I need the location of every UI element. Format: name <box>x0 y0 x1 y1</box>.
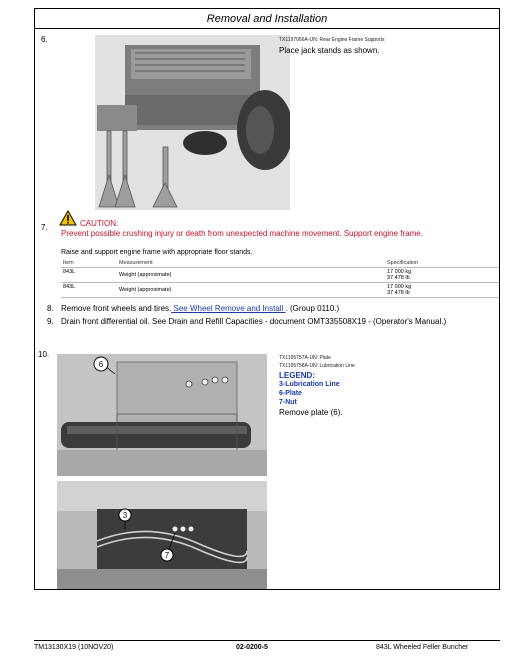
spec-table <box>61 259 499 298</box>
col-item: Item <box>61 259 117 268</box>
jack-stands-illustration <box>95 35 290 210</box>
step-9-text: Drain front differential oil. See Drain and Refill Capacities - document OMT335508X19 - (Operator's Manual.) <box>61 317 447 326</box>
wheel-remove-link[interactable]: See Wheel Remove and Install <box>171 304 286 313</box>
legend-title: LEGEND: <box>279 371 315 380</box>
page-title: Removal and Installation <box>35 9 499 29</box>
step-9-number: 9. <box>47 317 54 326</box>
col-measurement: Measurement <box>117 259 385 268</box>
step-10-number: 10. <box>38 350 50 359</box>
legend-item-7: 7-Nut <box>279 399 297 406</box>
step-8-text-after: . (Group 0110.) <box>285 304 340 313</box>
caution-label: CAUTION: <box>80 219 119 228</box>
plate-image <box>57 354 267 476</box>
cell-measurement: Weight (approximate) <box>117 283 385 298</box>
cell-spec <box>385 283 499 298</box>
spec-metric: 17 000 kg <box>387 269 412 275</box>
step-6-text: Place jack stands as shown. <box>279 46 380 55</box>
jack-stands-image <box>95 35 290 210</box>
cell-item: 843L <box>61 268 117 283</box>
spec-imperial: 37 478 lb <box>387 275 410 281</box>
step-8-number: 8. <box>47 304 54 313</box>
step-7-number: 7. <box>41 223 48 232</box>
legend-item-3: 3-Lubrication Line <box>279 381 340 388</box>
footer-document-id: TM13130X19 (10NOV20) <box>34 644 114 651</box>
step-6-number: 6. <box>41 35 48 44</box>
callout-7-label: 7 <box>164 551 170 560</box>
step-10-caption-1: TX1195757A-UN: Plate <box>279 355 331 361</box>
step-8-text <box>61 304 339 313</box>
page-frame <box>34 8 500 590</box>
cell-measurement: Weight (approximate) <box>117 268 385 283</box>
col-specification: Specification <box>385 259 499 268</box>
table-row <box>61 283 499 298</box>
lubrication-line-illustration <box>57 481 267 589</box>
spec-metric: 17 000 kg <box>387 284 412 290</box>
spec-table-header <box>61 259 499 268</box>
step-10-text: Remove plate (6). <box>279 408 343 417</box>
step-8-text-before: Remove front wheels and tires. <box>61 304 172 313</box>
spec-imperial: 37 478 lb <box>387 290 410 296</box>
callout-3-label: 3 <box>122 511 128 520</box>
table-row <box>61 268 499 283</box>
footer-divider <box>34 640 500 641</box>
plate-illustration <box>57 354 267 476</box>
step-6-caption: TX1197066A-UN: Rear Engine Frame Supports <box>279 37 385 43</box>
caution-warning: Prevent possible crushing injury or death from unexpected machine movement. Support engine frame. <box>61 229 423 238</box>
callout-6-label: 6 <box>98 360 104 369</box>
caution-icon <box>59 210 77 231</box>
footer-page-number: 02-0200-5 <box>236 644 268 651</box>
legend-item-6: 6-Plate <box>279 390 302 397</box>
cell-spec <box>385 268 499 283</box>
step-10-caption-2: TX1195758A-UN: Lubrication Line <box>279 363 355 369</box>
lubrication-line-image <box>57 481 267 589</box>
footer-machine-name: 843L Wheeled Feller Buncher <box>376 644 469 651</box>
cell-item: 843L <box>61 283 117 298</box>
step-7-instruction: Raise and support engine frame with appropriate floor stands. <box>61 249 253 256</box>
